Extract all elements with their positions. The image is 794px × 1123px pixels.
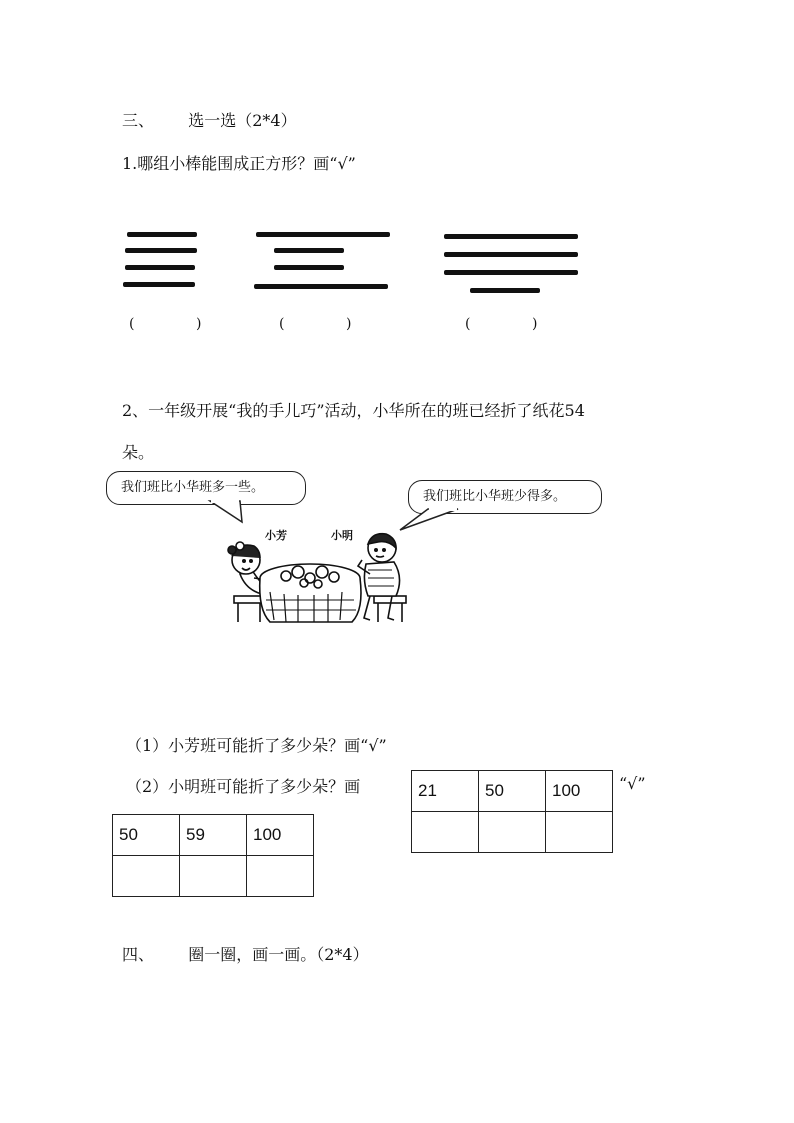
stick: [123, 282, 195, 287]
table-cell-value: 21: [412, 771, 479, 812]
table-cell-value: 100: [546, 771, 613, 812]
bubble-tail-left: [200, 500, 260, 524]
table-row: [412, 771, 613, 812]
bubble-tail-right: [398, 508, 468, 532]
section-3-title: 选一选（2*4）: [188, 111, 297, 130]
paren-open: (: [465, 316, 471, 332]
stick: [125, 248, 197, 253]
table-row: [113, 815, 314, 856]
table-cell-answer[interactable]: [546, 812, 613, 853]
question-2-line-1: 2、一年级开展“我的手儿巧”活动，小华所在的班已经折了纸花54: [122, 401, 585, 420]
paren-close: ): [346, 316, 352, 332]
table-cell-value: 50: [479, 771, 546, 812]
paren-open: (: [279, 316, 285, 332]
section-4-heading: [122, 942, 369, 965]
section-4-title: 圈一圈，画一画。（2*4）: [188, 945, 369, 964]
section-3-number: 三、: [122, 111, 155, 130]
table-cell-answer[interactable]: [180, 856, 247, 897]
sub-question-2: （2）小明班可能折了多少朵？画: [126, 777, 361, 796]
sub-question-1: （1）小芳班可能折了多少朵？画“√”: [126, 736, 387, 755]
stick: [256, 232, 390, 237]
stick: [125, 265, 195, 270]
label-xiaoming: 小明: [331, 529, 353, 542]
question-2-line-2: 朵。: [122, 443, 155, 462]
stick: [444, 252, 578, 257]
table-cell-answer[interactable]: [113, 856, 180, 897]
stick: [444, 270, 578, 275]
paren-close: ): [532, 316, 538, 332]
children-folding-flowers-illustration: [218, 530, 418, 626]
table-row: [412, 812, 613, 853]
paren-close: ): [196, 316, 202, 332]
question-1-text: 1.哪组小棒能围成正方形？画“√”: [122, 154, 356, 173]
stick: [127, 232, 197, 237]
sub-question-2-tick: “√”: [619, 774, 646, 793]
table-cell-answer[interactable]: [412, 812, 479, 853]
table-row: [113, 856, 314, 897]
table-cell-value: 100: [247, 815, 314, 856]
speech-bubble-right: 我们班比小华班少得多。: [408, 480, 602, 514]
answer-table-right: [411, 770, 613, 853]
speech-bubble-left: 我们班比小华班多一些。: [106, 471, 306, 505]
stick: [274, 265, 344, 270]
stick: [254, 284, 388, 289]
section-4-number: 四、: [122, 945, 155, 964]
table-cell-answer[interactable]: [479, 812, 546, 853]
stick: [444, 234, 578, 239]
section-3-heading: [122, 108, 297, 131]
table-cell-value: 59: [180, 815, 247, 856]
paren-open: (: [129, 316, 135, 332]
stick: [274, 248, 344, 253]
table-cell-answer[interactable]: [247, 856, 314, 897]
label-xiaofang: 小芳: [265, 529, 287, 542]
stick: [470, 288, 540, 293]
answer-table-left: [112, 814, 314, 897]
table-cell-value: 50: [113, 815, 180, 856]
